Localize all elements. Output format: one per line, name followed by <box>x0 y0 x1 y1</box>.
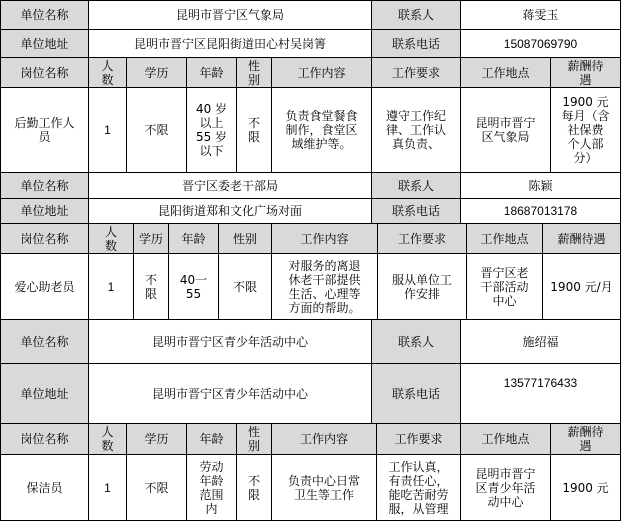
header-salary: 薪酬待 遇 <box>550 423 621 455</box>
header-requirements: 工作要求 <box>371 57 461 88</box>
unit-address-label: 单位地址 <box>0 29 89 58</box>
gender-value: 不限 <box>218 253 272 320</box>
duties-value: 负责食堂餐食 制作，食堂区 域维护等。 <box>271 87 372 173</box>
unit-name-value: 晋宁区委老干部局 <box>88 172 372 199</box>
header-duties: 工作内容 <box>271 423 377 455</box>
education-value: 不 限 <box>133 253 169 320</box>
education-value: 不限 <box>126 87 187 173</box>
job-title-value: 爱心助老员 <box>0 253 89 320</box>
duties-value: 对服务的离退 休老干部提供 生活、心理等 方面的帮助。 <box>271 253 378 320</box>
contact-person-value: 施绍福 <box>460 319 621 364</box>
header-headcount: 人 数 <box>88 223 134 254</box>
contact-phone-value: 18687013178 <box>460 198 621 224</box>
contact-person-label: 联系人 <box>371 172 461 199</box>
contact-phone-label: 联系电话 <box>371 363 461 424</box>
requirements-value: 服从单位工 作安排 <box>377 253 467 320</box>
headcount-value: 1 <box>88 454 127 521</box>
duties-value: 负责中心日常 卫生等工作 <box>271 454 377 521</box>
unit-name-value: 昆明市晋宁区青少年活动中心 <box>88 319 372 364</box>
header-gender: 性别 <box>218 223 272 254</box>
header-salary: 薪酬待遇 <box>542 223 621 254</box>
age-value: 40一 55 <box>168 253 219 320</box>
requirements-value: 工作认真， 有责任心， 能吃苦耐劳 服，从管理 <box>376 454 461 521</box>
contact-person-label: 联系人 <box>371 0 461 30</box>
unit-address-value: 昆明市晋宁区昆阳街道田心村吴岗箐 <box>88 29 372 58</box>
header-requirements: 工作要求 <box>377 223 467 254</box>
job-title-value: 保洁员 <box>0 454 89 521</box>
header-age: 年龄 <box>186 57 237 88</box>
unit-address-value: 昆阳街道郑和文化广场对面 <box>88 198 372 224</box>
header-job-title: 岗位名称 <box>0 223 89 254</box>
headcount-value: 1 <box>88 87 127 173</box>
requirements-value: 遵守工作纪 律、工作认 真负责、 <box>371 87 461 173</box>
unit-address-value: 昆明市晋宁区青少年活动中心 <box>88 363 372 424</box>
contact-phone-label: 联系电话 <box>371 198 461 224</box>
job-title-value: 后勤工作人 员 <box>0 87 89 173</box>
header-education: 学历 <box>126 423 187 455</box>
location-value: 昆明市晋宁 区青少年活 动中心 <box>460 454 551 521</box>
unit-address-label: 单位地址 <box>0 363 89 424</box>
header-education: 学历 <box>126 57 187 88</box>
header-location: 工作地点 <box>466 223 543 254</box>
header-age: 年龄 <box>186 423 237 455</box>
salary-value: 1900 元/月 <box>542 253 621 320</box>
header-duties: 工作内容 <box>271 57 372 88</box>
unit-name-label: 单位名称 <box>0 172 89 199</box>
gender-value: 不 限 <box>236 454 272 521</box>
gender-value: 不 限 <box>236 87 272 173</box>
salary-value: 1900 元 每月（含 社保费 个人部 分） <box>550 87 621 173</box>
education-value: 不限 <box>126 454 187 521</box>
unit-name-label: 单位名称 <box>0 0 89 30</box>
header-location: 工作地点 <box>460 57 551 88</box>
contact-person-value: 陈颖 <box>460 172 621 199</box>
unit-name-label: 单位名称 <box>0 319 89 364</box>
header-job-title: 岗位名称 <box>0 423 89 455</box>
contact-phone-label: 联系电话 <box>371 29 461 58</box>
location-value: 昆明市晋宁 区气象局 <box>460 87 551 173</box>
contact-phone-value: 15087069790 <box>460 29 621 58</box>
header-salary: 薪酬待 遇 <box>550 57 621 88</box>
contact-phone-value: 13577176433 <box>460 363 621 424</box>
headcount-value: 1 <box>88 253 134 320</box>
unit-address-label: 单位地址 <box>0 198 89 224</box>
header-gender: 性 别 <box>236 423 272 455</box>
salary-value: 1900 元 <box>550 454 621 521</box>
header-gender: 性 别 <box>236 57 272 88</box>
header-age: 年龄 <box>168 223 219 254</box>
header-headcount: 人 数 <box>88 57 127 88</box>
contact-person-value: 蒋雯玉 <box>460 0 621 30</box>
contact-person-label: 联系人 <box>371 319 461 364</box>
header-headcount: 人 数 <box>88 423 127 455</box>
header-job-title: 岗位名称 <box>0 57 89 88</box>
header-education: 学历 <box>133 223 169 254</box>
header-duties: 工作内容 <box>271 223 378 254</box>
location-value: 晋宁区老 干部活动 中心 <box>466 253 543 320</box>
age-value: 40 岁 以上 55 岁 以下 <box>186 87 237 173</box>
age-value: 劳动 年龄 范围 内 <box>186 454 237 521</box>
header-requirements: 工作要求 <box>376 423 461 455</box>
unit-name-value: 昆明市晋宁区气象局 <box>88 0 372 30</box>
header-location: 工作地点 <box>460 423 551 455</box>
